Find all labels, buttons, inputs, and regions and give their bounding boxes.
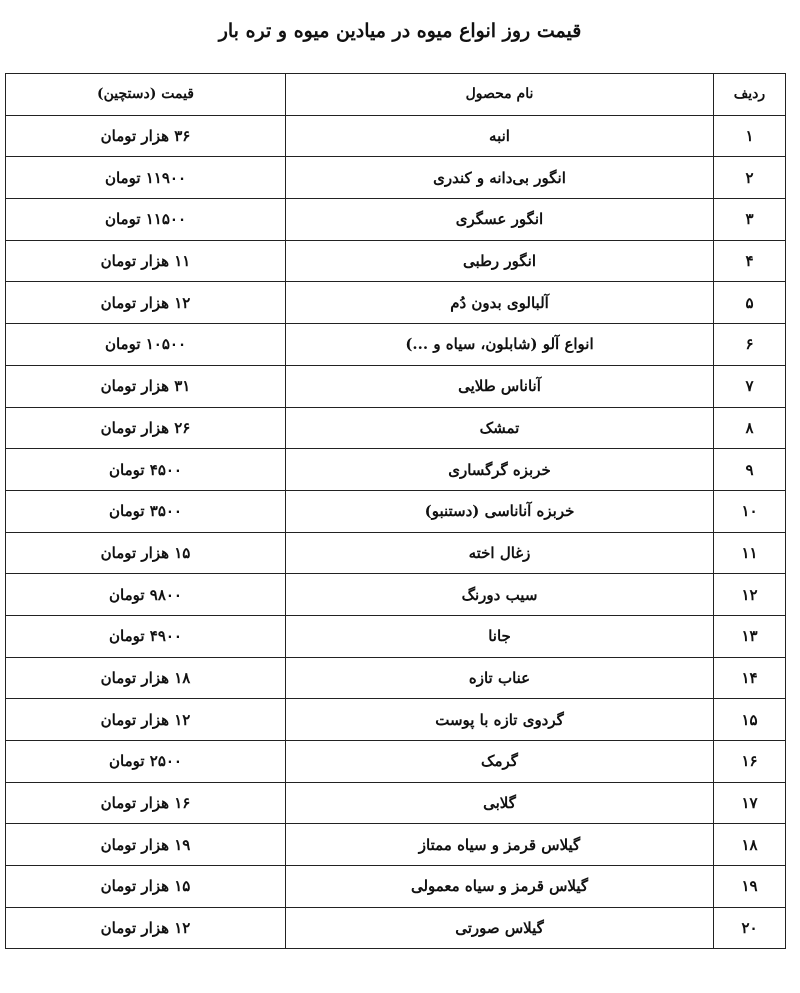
product-price: ۳۱ هزار تومان <box>6 365 286 407</box>
product-price: ۱۰۵۰۰ تومان <box>6 324 286 366</box>
row-index: ۱۹ <box>714 866 786 908</box>
product-price: ۱۸ هزار تومان <box>6 657 286 699</box>
table-row <box>6 490 786 532</box>
product-price: ۱۹ هزار تومان <box>6 824 286 866</box>
table-row <box>6 240 786 282</box>
product-price: ۴۵۰۰ تومان <box>6 449 286 491</box>
row-index: ۸ <box>714 407 786 449</box>
row-index: ۱۵ <box>714 699 786 741</box>
product-name: خربزه گرگساری <box>286 449 714 491</box>
table-row <box>6 365 786 407</box>
row-index: ۵ <box>714 282 786 324</box>
row-index: ۱۶ <box>714 741 786 783</box>
product-name: خربزه آناناسی (دستنبو) <box>286 490 714 532</box>
product-name: سیب دورنگ <box>286 574 714 616</box>
product-name: عناب تازه <box>286 657 714 699</box>
product-name: انگور عسگری <box>286 199 714 241</box>
product-price: ۱۵ هزار تومان <box>6 532 286 574</box>
header-name: نام محصول <box>286 74 714 116</box>
header-price: قیمت (دستچین) <box>6 74 286 116</box>
product-price: ۴۹۰۰ تومان <box>6 615 286 657</box>
product-price: ۱۲ هزار تومان <box>6 907 286 949</box>
row-index: ۱۲ <box>714 574 786 616</box>
product-price: ۳۶ هزار تومان <box>6 115 286 157</box>
table-row <box>6 282 786 324</box>
product-price: ۱۱۵۰۰ تومان <box>6 199 286 241</box>
table-header-row <box>6 74 786 116</box>
product-name: انگور رطبی <box>286 240 714 282</box>
table-row <box>6 324 786 366</box>
row-index: ۱۸ <box>714 824 786 866</box>
row-index: ۱ <box>714 115 786 157</box>
row-index: ۲۰ <box>714 907 786 949</box>
product-name: انواع آلو (شابلون، سیاه و ...) <box>286 324 714 366</box>
product-name: گرمک <box>286 741 714 783</box>
product-name: گیلاس صورتی <box>286 907 714 949</box>
product-price: ۲۶ هزار تومان <box>6 407 286 449</box>
product-name: تمشک <box>286 407 714 449</box>
row-index: ۳ <box>714 199 786 241</box>
product-name: انبه <box>286 115 714 157</box>
product-name: جانا <box>286 615 714 657</box>
header-index: ردیف <box>714 74 786 116</box>
product-price: ۲۵۰۰ تومان <box>6 741 286 783</box>
product-price: ۱۲ هزار تومان <box>6 282 286 324</box>
product-name: گیلاس قرمز و سیاه معمولی <box>286 866 714 908</box>
table-row <box>6 907 786 949</box>
table-row <box>6 699 786 741</box>
table-row <box>6 157 786 199</box>
product-name: انگور بی‌دانه و کندری <box>286 157 714 199</box>
product-price: ۱۵ هزار تومان <box>6 866 286 908</box>
product-name: آناناس طلایی <box>286 365 714 407</box>
product-name: گلابی <box>286 782 714 824</box>
table-row <box>6 615 786 657</box>
row-index: ۱۱ <box>714 532 786 574</box>
product-name: زغال اخته <box>286 532 714 574</box>
table-row <box>6 866 786 908</box>
price-table <box>5 73 786 949</box>
table-row <box>6 199 786 241</box>
row-index: ۴ <box>714 240 786 282</box>
row-index: ۱۷ <box>714 782 786 824</box>
table-row <box>6 115 786 157</box>
page-title: قیمت روز انواع میوه در میادین میوه و تره بار <box>218 20 582 42</box>
product-price: ۱۱ هزار تومان <box>6 240 286 282</box>
product-price: ۱۲ هزار تومان <box>6 699 286 741</box>
table-row <box>6 657 786 699</box>
row-index: ۶ <box>714 324 786 366</box>
table-row <box>6 741 786 783</box>
row-index: ۱۴ <box>714 657 786 699</box>
table-row <box>6 782 786 824</box>
product-name: آلبالوی بدون دُم <box>286 282 714 324</box>
table-row <box>6 449 786 491</box>
row-index: ۷ <box>714 365 786 407</box>
product-name: گردوی تازه با پوست <box>286 699 714 741</box>
table-body <box>6 115 786 949</box>
table-row <box>6 574 786 616</box>
row-index: ۱۰ <box>714 490 786 532</box>
product-price: ۱۱۹۰۰ تومان <box>6 157 286 199</box>
row-index: ۹ <box>714 449 786 491</box>
product-price: ۹۸۰۰ تومان <box>6 574 286 616</box>
table-row <box>6 824 786 866</box>
table-row <box>6 532 786 574</box>
row-index: ۲ <box>714 157 786 199</box>
product-price: ۱۶ هزار تومان <box>6 782 286 824</box>
row-index: ۱۳ <box>714 615 786 657</box>
table-row <box>6 407 786 449</box>
product-price: ۳۵۰۰ تومان <box>6 490 286 532</box>
product-name: گیلاس قرمز و سیاه ممتاز <box>286 824 714 866</box>
